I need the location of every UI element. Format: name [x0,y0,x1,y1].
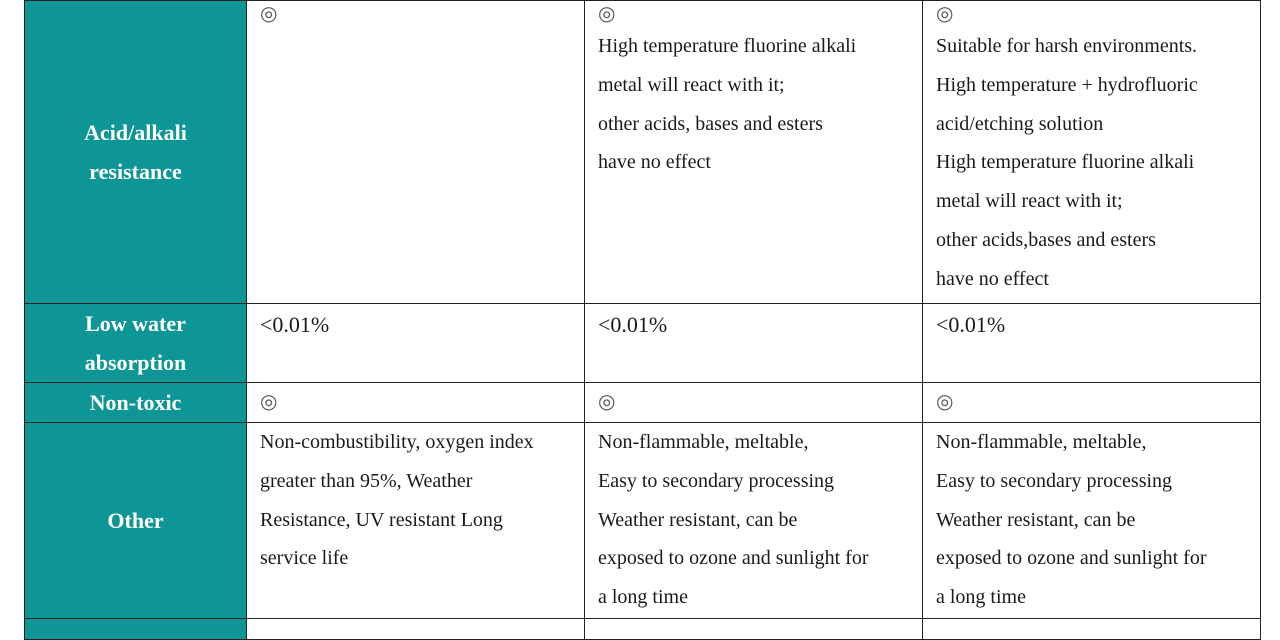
other-col1-cell [247,423,585,619]
water-col2-cell [585,304,923,383]
row-label-line: resistance [89,159,182,184]
cell-text-line: service life [260,547,349,570]
water-col3-cell [923,304,1261,383]
row-label-line: absorption [84,350,187,375]
cell-text-line: have no effect [598,151,711,174]
toxic-col3-cell [923,383,1261,423]
cell-text-line: metal will react with it; [936,190,1123,213]
other-col2-cell [585,423,923,619]
table-row-other [25,423,1261,619]
acid-col1-cell [247,1,585,304]
cell-text-line: High temperature fluorine alkali [598,35,857,57]
double-circle-icon: ◎ [936,3,954,25]
double-circle-icon: ◎ [598,391,616,413]
row-label-other: Other [25,423,247,619]
table-row-partial [25,619,1261,640]
cell-text-line: Weather resistant, can be [936,508,1136,531]
table-row-non-toxic [25,383,1261,423]
partial-col2-cell [585,619,923,640]
cell-text-line: a long time [598,586,688,609]
partial-col1-cell [247,619,585,640]
toxic-col2-cell [585,383,923,423]
row-label-non-toxic: Non-toxic [25,383,247,423]
row-label-acid-alkali [25,1,247,304]
cell-text-line: a long time [936,586,1026,609]
absorption-value: <0.01% [260,312,330,337]
table-row-acid-alkali [25,1,1261,304]
cell-text-line: exposed to ozone and sunlight for [936,547,1207,570]
water-col1-cell [247,304,585,383]
cell-text-line: have no effect [936,267,1049,290]
partial-col3-cell [923,619,1261,640]
cell-text-line: Easy to secondary processing [936,469,1173,492]
cell-text-line: exposed to ozone and sunlight for [598,547,869,570]
cell-text-line: High temperature + hydrofluoric [936,73,1198,96]
other-col3-cell [923,423,1261,619]
cell-text-line: Non-flammable, meltable, [598,431,809,453]
cell-text-line: Resistance, UV resistant Long [260,508,503,531]
table-row-water-absorption [25,304,1261,383]
absorption-value: <0.01% [936,312,1006,337]
acid-col2-cell [585,1,923,304]
cell-text-line: greater than 95%, Weather [260,469,473,492]
row-label-line: Low water [85,311,186,336]
acid-col3-cell [923,1,1261,304]
cell-text-line: Weather resistant, can be [598,508,798,531]
properties-table [24,0,1261,640]
cell-text-line: Suitable for harsh environments. [936,35,1198,57]
double-circle-icon: ◎ [598,3,616,25]
cell-text-line: Easy to secondary processing [598,469,835,492]
double-circle-icon: ◎ [936,391,954,413]
cell-text-line: High temperature fluorine alkali [936,151,1195,174]
cell-text-line: other acids,bases and esters [936,228,1156,251]
row-label-line: Acid/alkali [84,120,187,145]
cell-text-line: metal will react with it; [598,73,785,96]
properties-table-page [24,0,1260,623]
cell-text-line: Non-flammable, meltable, [936,431,1147,453]
cell-text-line: acid/etching solution [936,112,1104,135]
double-circle-icon: ◎ [260,3,278,25]
double-circle-icon: ◎ [260,391,278,413]
absorption-value: <0.01% [598,312,668,337]
cell-text-line: other acids, bases and esters [598,112,823,135]
toxic-col1-cell [247,383,585,423]
row-label-partial [25,619,247,640]
row-label-water-absorption [25,304,247,383]
cell-text-line: Non-combustibility, oxygen index [260,431,534,453]
